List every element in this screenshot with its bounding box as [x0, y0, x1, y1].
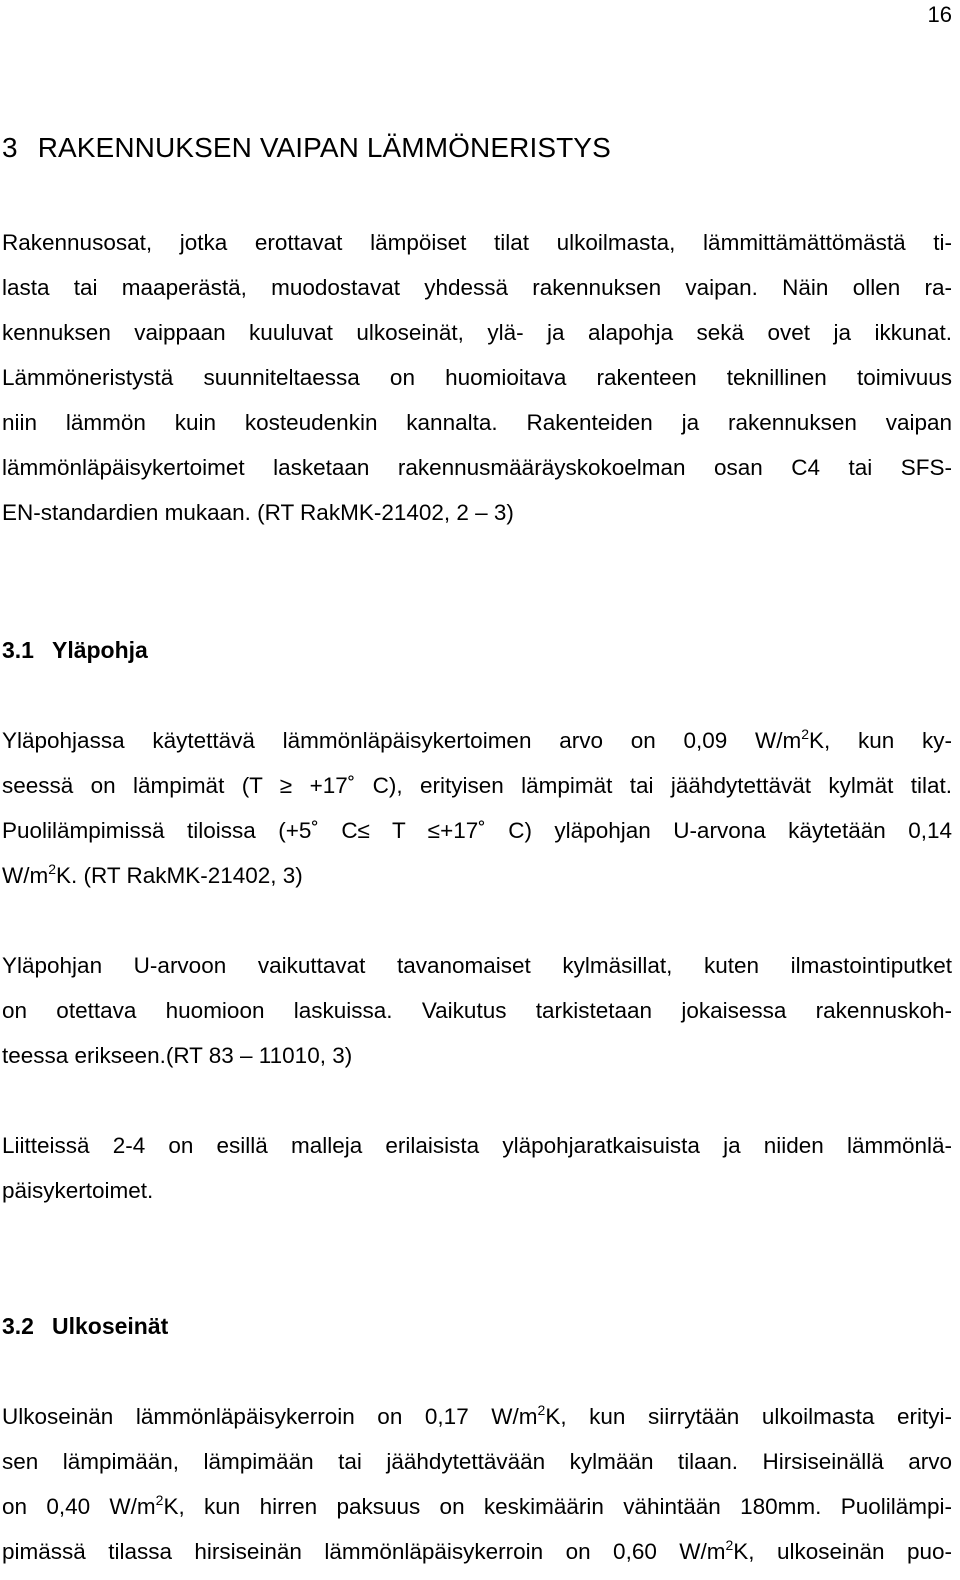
text-line: niin lämmön kuin kosteudenkin kannalta. Rakenteiden ja rakennuksen vaipan	[2, 410, 952, 435]
text-line: kennuksen vaippaan kuuluvat ulkoseinät, ylä- ja alapohja sekä ovet ja ikkunat.	[2, 320, 952, 345]
text-line	[2, 1529, 952, 1574]
section-3-2-paragraph-1	[2, 1394, 952, 1574]
text-line	[2, 718, 952, 763]
text-span: on 0,40 W/m	[2, 1494, 156, 1519]
section-heading-3-2	[2, 1312, 168, 1340]
text-line: Puolilämpimissä tiloissa (+5˚ C≤ T ≤+17˚ C) yläpohjan U-arvona käytetään 0,14	[2, 818, 952, 843]
section-3-1-paragraph-3	[2, 1123, 952, 1213]
superscript: 2	[801, 726, 809, 742]
text-line: EN-standardien mukaan. (RT RakMK-21402, 2 – 3)	[2, 500, 514, 525]
text-span: Ulkoseinän lämmönläpäisykerroin on 0,17 W/m	[2, 1404, 538, 1429]
intro-paragraph	[2, 220, 952, 535]
page-number: 16	[927, 2, 952, 27]
text-span: W/m	[2, 863, 49, 888]
text-span: K, kun siirrytään ulkoilmasta erityi-	[545, 1404, 952, 1429]
text-line: lasta tai maaperästä, muodostavat yhdessä rakennuksen vaipan. Näin ollen ra-	[2, 275, 952, 300]
chapter-title: RAKENNUKSEN VAIPAN LÄMMÖNERISTYS	[37, 132, 611, 163]
section-number: 3.2	[2, 1313, 34, 1339]
superscript: 2	[48, 861, 57, 877]
text-line	[2, 1484, 952, 1529]
text-line: päisykertoimet.	[2, 1178, 154, 1203]
superscript: 2	[725, 1537, 734, 1553]
text-line: sen lämpimään, lämpimään tai jäähdytettävään kylmään tilaan. Hirsiseinällä arvo	[2, 1449, 952, 1474]
text-line: seessä on lämpimät (T ≥ +17˚ C), erityisen lämpimät tai jäähdytettävät kylmät tilat.	[2, 773, 952, 798]
text-line: teessa erikseen.(RT 83 – 11010, 3)	[2, 1043, 353, 1068]
text-line	[2, 853, 952, 898]
section-3-1-paragraph-1	[2, 718, 952, 898]
text-span: K, kun ky-	[809, 728, 952, 753]
text-line: on otettava huomioon laskuissa. Vaikutus tarkistetaan jokaisessa rakennuskoh-	[2, 998, 952, 1023]
section-title: Yläpohja	[51, 637, 148, 663]
section-3-1-paragraph-2	[2, 943, 952, 1078]
text-span: K. (RT RakMK-21402, 3)	[56, 863, 303, 888]
section-heading-3-1	[2, 636, 148, 664]
text-line: Yläpohjan U-arvoon vaikuttavat tavanomaiset kylmäsillat, kuten ilmastointiputket	[2, 953, 952, 978]
section-title: Ulkoseinät	[51, 1313, 169, 1339]
text-line: Liitteissä 2-4 on esillä malleja erilaisista yläpohjaratkaisuista ja niiden lämmönlä-	[2, 1133, 952, 1158]
chapter-number: 3	[2, 132, 18, 163]
text-line: Rakennusosat, jotka erottavat lämpöiset tilat ulkoilmasta, lämmittämättömästä ti-	[2, 230, 952, 255]
text-line	[2, 1394, 952, 1439]
text-span: pimässä tilassa hirsiseinän lämmönläpäisykerroin on 0,60 W/m	[2, 1539, 726, 1564]
section-number: 3.1	[2, 637, 34, 663]
superscript: 2	[155, 1492, 164, 1508]
text-span: K, ulkoseinän puo-	[733, 1539, 952, 1564]
superscript: 2	[537, 1402, 546, 1418]
text-span: Yläpohjassa käytettävä lämmönläpäisykertoimen arvo on 0,09 W/m	[2, 728, 802, 753]
chapter-heading	[2, 131, 611, 165]
text-span: K, kun hirren paksuus on keskimäärin vähintään 180mm. Puolilämpi-	[163, 1494, 952, 1519]
text-line: lämmönläpäisykertoimet lasketaan rakennusmääräyskokoelman osan C4 tai SFS-	[2, 455, 952, 480]
text-line: Lämmöneristystä suunniteltaessa on huomioitava rakenteen teknillinen toimivuus	[2, 365, 952, 390]
